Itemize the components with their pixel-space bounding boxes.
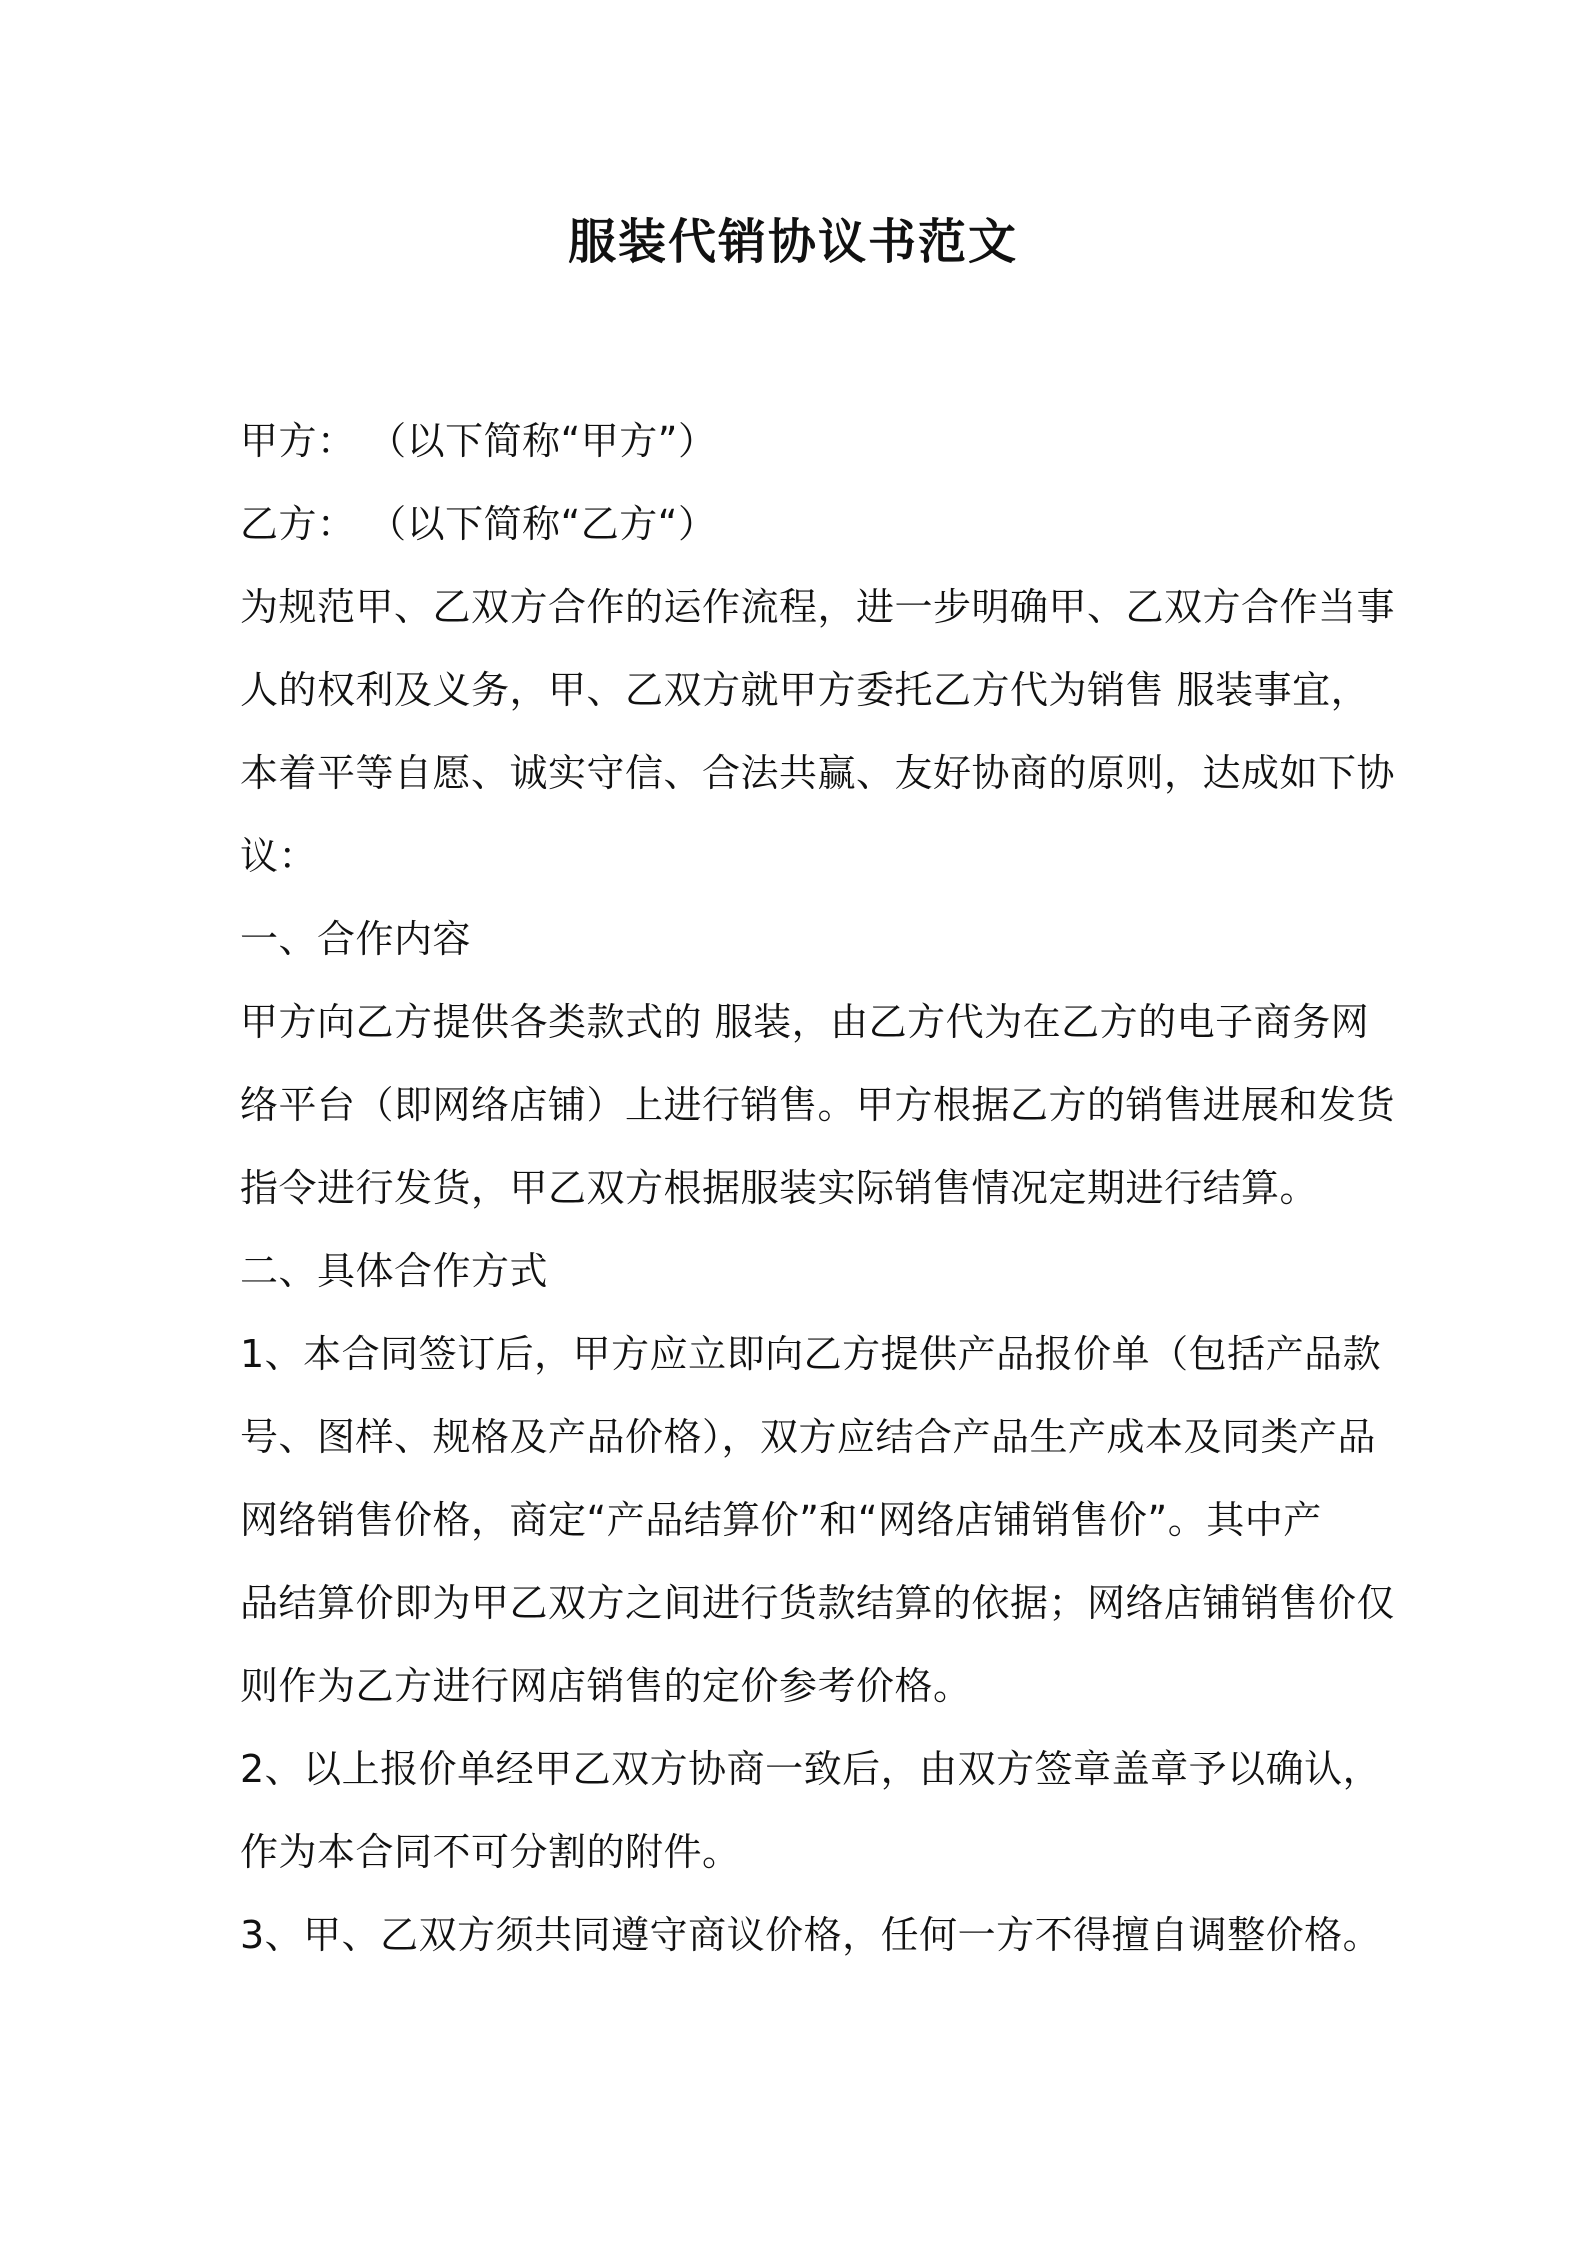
clause-1-line-5: 则作为乙方进行网店销售的定价参考价格。 [240, 1664, 972, 1708]
preamble-line-1: 为规范甲、乙双方合作的运作流程，进一步明确甲、乙双方合作当事 [240, 585, 1396, 629]
clause-2-line-1: 2、以上报价单经甲乙双方协商一致后，由双方签章盖章予以确认， [240, 1747, 1382, 1791]
document-title: 服装代销协议书范文 [567, 214, 1018, 270]
clause-1-line-4: 品结算价即为甲乙双方之间进行货款结算的依据；网络店铺销售价仅 [240, 1581, 1396, 1625]
section-1-line-1: 甲方向乙方提供各类款式的 服装，由乙方代为在乙方的电子商务网 [240, 1000, 1370, 1044]
preamble-line-2: 人的权利及义务，甲、乙双方就甲方委托乙方代为销售 服装事宜， [240, 668, 1370, 712]
clause-3-line-1: 3、甲、乙双方须共同遵守商议价格，任何一方不得擅自调整价格。 [240, 1913, 1382, 1957]
party-a-line: 甲方： （以下简称“甲方”） [240, 419, 717, 463]
section-1-line-3: 指令进行发货，甲乙双方根据服装实际销售情况定期进行结算。 [240, 1166, 1319, 1210]
clause-1-line-3: 网络销售价格，商定“产品结算价”和“网络店铺销售价”。其中产 [240, 1498, 1322, 1542]
section-heading-2: 二、具体合作方式 [240, 1249, 549, 1293]
section-heading-1: 一、合作内容 [240, 917, 472, 961]
preamble-line-3: 本着平等自愿、诚实守信、合法共赢、友好协商的原则，达成如下协 [240, 751, 1396, 795]
party-b-line: 乙方： （以下简称“乙方“） [240, 502, 717, 546]
preamble-line-4: 议： [240, 834, 318, 878]
clause-1-line-2: 号、图样、规格及产品价格），双方应结合产品生产成本及同类产品 [240, 1415, 1377, 1459]
clause-1-line-1: 1、本合同签订后，甲方应立即向乙方提供产品报价单（包括产品款 [240, 1332, 1382, 1376]
clause-2-line-2: 作为本合同不可分割的附件。 [240, 1830, 741, 1874]
section-1-line-2: 络平台（即网络店铺）上进行销售。甲方根据乙方的销售进展和发货 [240, 1083, 1396, 1127]
document-body [240, 400, 1396, 1977]
